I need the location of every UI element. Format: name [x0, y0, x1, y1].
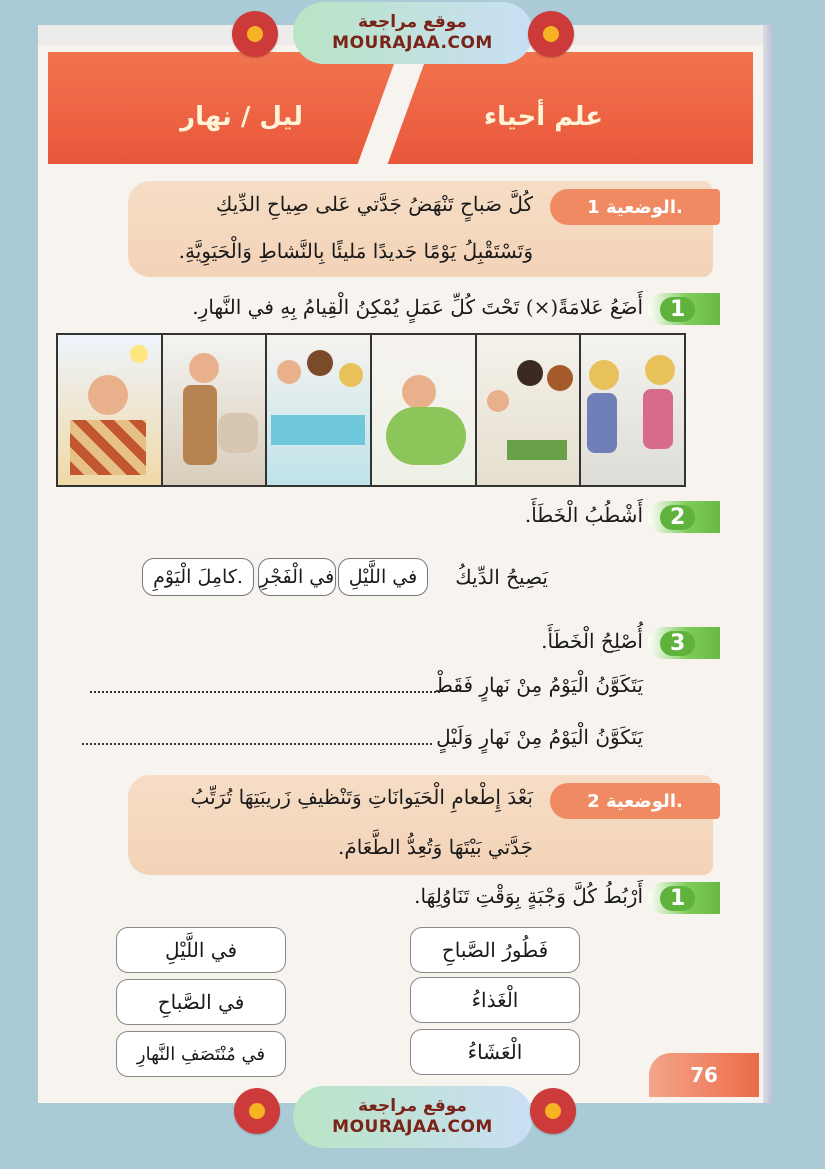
activity-pictures-strip	[56, 333, 686, 487]
task-3-line-2: يَتَكَوَّنُ الْيَوْمُ مِنْ نَهارٍ وَلَيْلٍ	[436, 725, 643, 749]
situation-1-line-1: كُلَّ صَباحٍ تَنْهَضُ جَدَّتي عَلى صِياحِ الدِّيكِ	[215, 192, 533, 216]
time-at-night[interactable]: في اللَّيْلِ	[116, 927, 286, 973]
watermark-top	[293, 2, 533, 64]
picture-wake-up[interactable]	[58, 335, 161, 485]
task-1-number: 1	[648, 293, 720, 325]
task-1-instruction: أَضَعُ عَلامَةً(×) تَحْتَ كُلِّ عَمَلٍ يُمْكِنُ الْقِيامُ بِهِ في النَّهارِ.	[192, 295, 643, 319]
picture-walking-to-school[interactable]	[579, 335, 684, 485]
time-at-midday[interactable]: في مُنْتَصَفِ النَّهارِ	[116, 1031, 286, 1077]
situation-2-line-1: بَعْدَ إِطْعامِ الْحَيَوانَاتِ وَتَنْظيفِ زَريبَتِهَا تُرَتِّبُ	[190, 785, 533, 809]
task-2-number: 2	[648, 501, 720, 533]
watermark-arabic: موقع مراجعة	[358, 12, 467, 32]
situation-1-tag: الوضعية 1.	[550, 189, 720, 225]
option-at-night[interactable]: في اللَّيْلِ	[338, 558, 428, 596]
task-2-instruction: أَشْطُبُ الْخَطَأَ.	[524, 503, 643, 527]
meal-breakfast[interactable]: فَطُورُ الصَّباحِ	[410, 927, 580, 973]
textbook-page	[38, 25, 773, 1103]
watermark-arabic: موقع مراجعة	[358, 1096, 467, 1116]
task-3-instruction: أُصْلِحُ الْخَطَأَ.	[541, 629, 643, 653]
task-3-number: 3	[648, 627, 720, 659]
page-number: 76	[649, 1053, 759, 1097]
picture-playing-at-table[interactable]	[265, 335, 370, 485]
banner-divider	[358, 52, 429, 164]
task-4-number: 1	[648, 882, 720, 914]
task-3-line-1: يَتَكَوَّنُ الْيَوْمُ مِنْ نَهارٍ فَقَطْ	[434, 673, 643, 697]
situation-2-line-2: جَدَّتي بَيْتَهَا وَتُعِدُّ الطَّعَامَ.	[337, 835, 533, 859]
picture-sleeping[interactable]	[370, 335, 475, 485]
task-2-sentence: يَصِيحُ الدِّيكُ	[455, 565, 548, 589]
lesson-title: ليل / نهار	[180, 102, 303, 132]
answer-line-1[interactable]	[90, 691, 440, 693]
site-logo-icon	[234, 1088, 280, 1134]
meal-lunch[interactable]: الْغَذاءُ	[410, 977, 580, 1023]
situation-2-tag: الوضعية 2.	[550, 783, 720, 819]
book-spine	[763, 25, 773, 1103]
site-logo-icon	[232, 11, 278, 57]
subject-title: علم أحياء	[483, 102, 603, 132]
meal-dinner[interactable]: الْعَشَاءُ	[410, 1029, 580, 1075]
option-all-day[interactable]: كامِلَ الْيَوْمِ.	[142, 558, 254, 596]
answer-line-2[interactable]	[82, 743, 432, 745]
picture-feeding-animal[interactable]	[161, 335, 266, 485]
site-logo-icon	[528, 11, 574, 57]
watermark-bottom	[293, 1086, 533, 1148]
watermark-latin: MOURAJAA.COM	[332, 33, 493, 53]
lesson-banner	[48, 52, 753, 164]
time-in-morning[interactable]: في الصَّباحِ	[116, 979, 286, 1025]
site-logo-icon	[530, 1088, 576, 1134]
watermark-latin: MOURAJAA.COM	[332, 1117, 493, 1137]
option-at-dawn[interactable]: في الْفَجْرِ	[258, 558, 336, 596]
situation-1-line-2: وَتَسْتَقْبِلُ يَوْمًا جَديدًا مَليئًا بِالنَّشاطِ وَالْحَيَوِيَّةِ.	[178, 239, 533, 263]
task-4-instruction: أَرْبُطُ كُلَّ وَجْبَةٍ بِوَقْتِ تَنَاوُلِهَا.	[414, 884, 643, 908]
picture-family-at-night[interactable]	[475, 335, 580, 485]
